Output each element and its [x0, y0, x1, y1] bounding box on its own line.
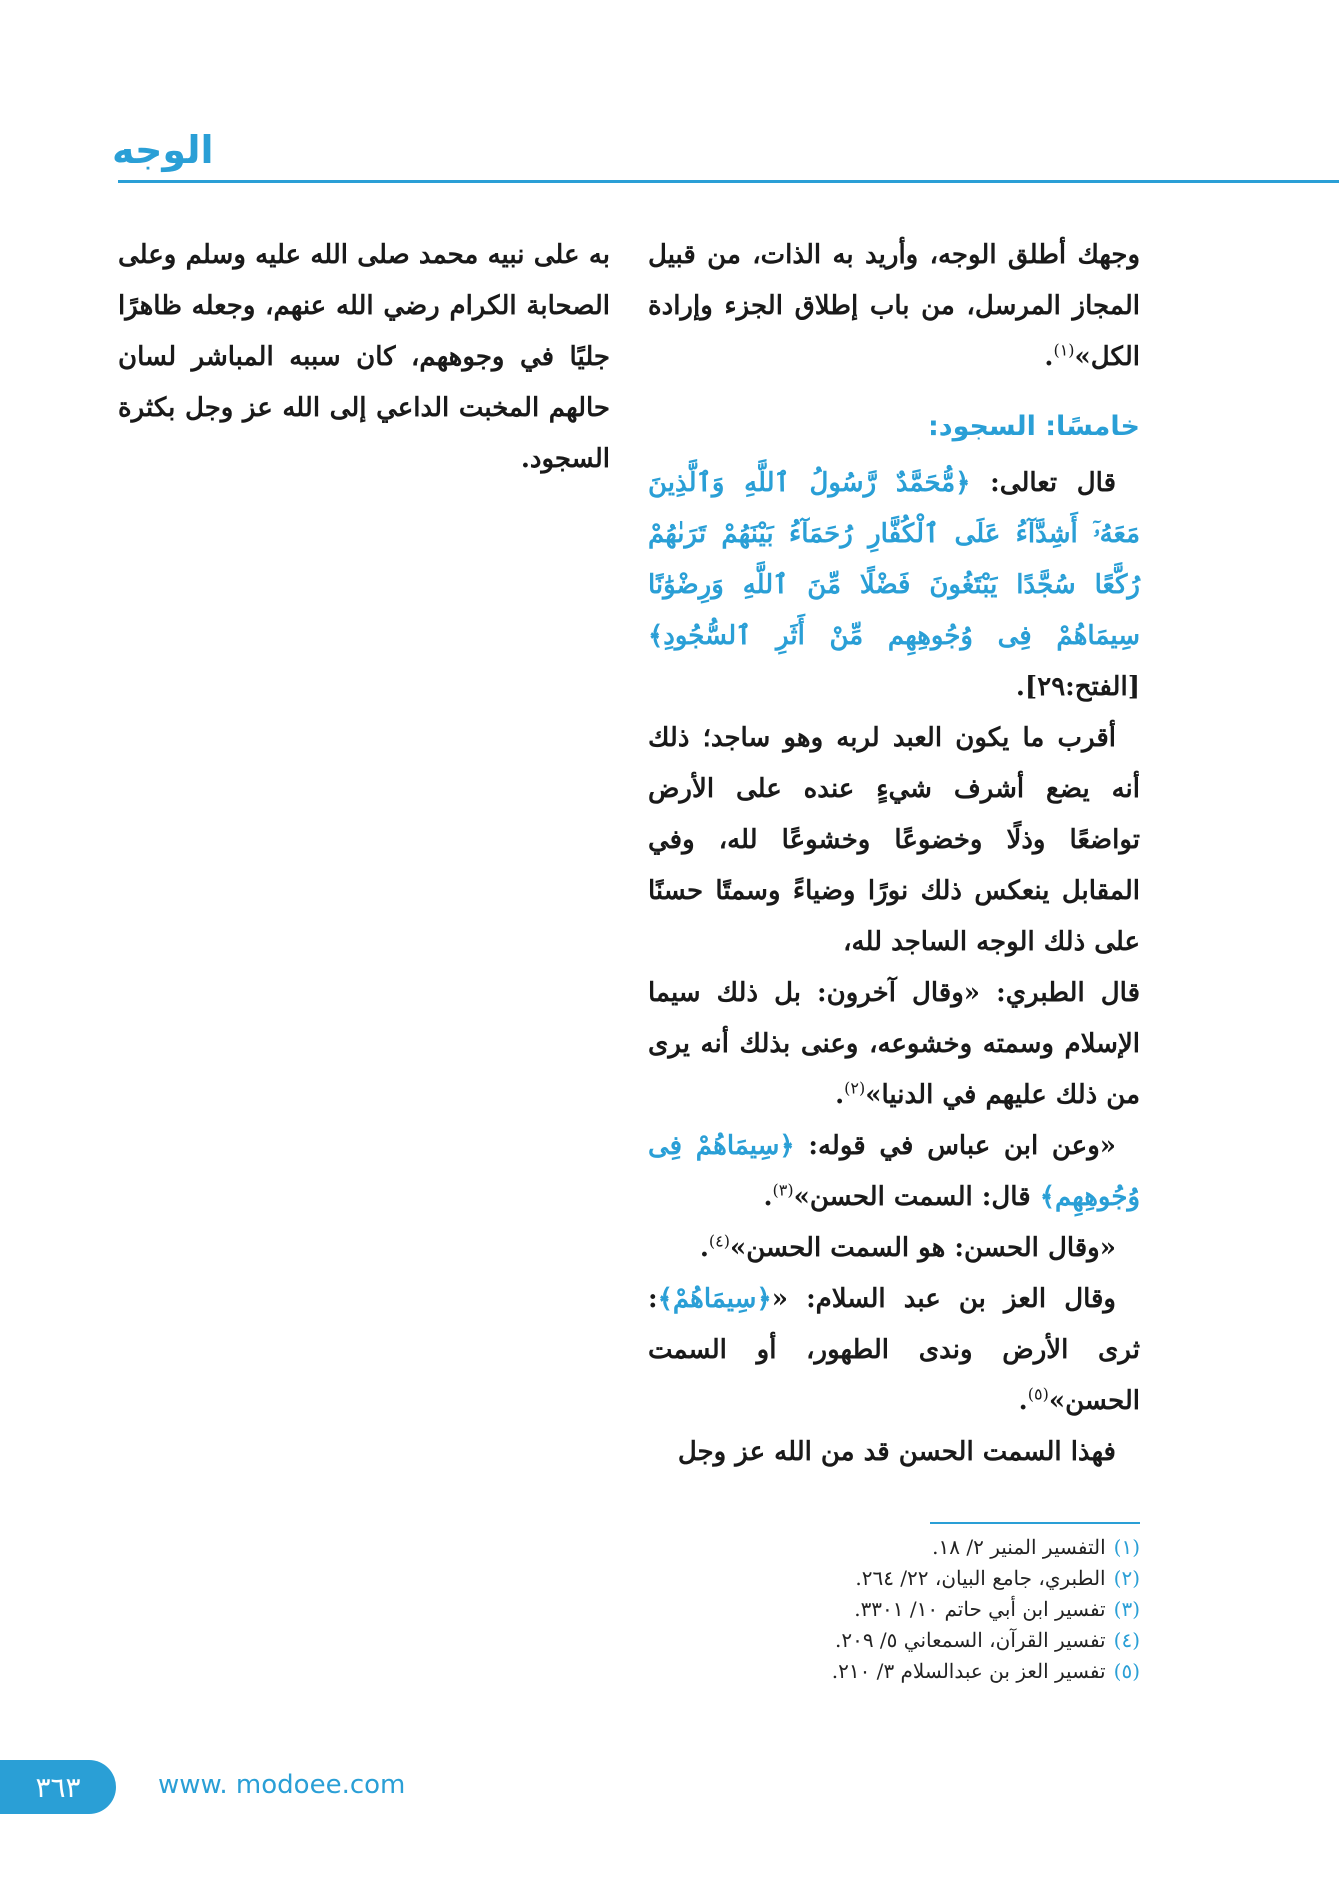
quran-citation: [الفتح:٢٩]. — [1015, 672, 1140, 702]
paragraph-6: وقال العز بن عبد السلام: «﴿سِيمَاهُمْ﴾: ثرى الأرض وندى الطهور، أو السمت الحسن»$^{(٥)}$. — [648, 1284, 1140, 1416]
paragraph-1: وجهك أطلق الوجه، وأريد به الذات، من قبيل المجاز المرسل، من باب إطلاق الجزء وإرادة الكل»$^{(١)}$. — [648, 240, 1140, 372]
quran-verse-block — [648, 458, 1140, 713]
quran-verse: ﴿مُّحَمَّدٌ رَّسُولُ ٱللَّهِ وَٱلَّذِينَ مَعَهُۥٓ أَشِدَّآءُ عَلَى ٱلْكُفَّارِ رُحَمَآءُ بَيْنَهُمْ تَرَىٰهُمْ رُكَّعًا سُجَّدًا يَبْتَغُونَ فَضْلًا مِّنَ ٱللَّهِ وَرِضْوَٰنًا سِيمَاهُمْ فِى وُجُوهِهِم مِّنْ أَثَرِ ٱلسُّجُودِ﴾ — [648, 468, 1140, 651]
paragraph-3: قال الطبري: «وقال آخرون: بل ذلك سيما الإسلام وسمته وخشوعه، وعنى بذلك أنه يرى من ذلك عليهم في الدنيا»$^{(٢)}$. — [648, 978, 1140, 1110]
left-column — [118, 230, 610, 485]
page-number-badge: ٣٦٣ — [0, 1760, 116, 1814]
footnote-item: (٢)الطبري، جامع البيان، ٢٢/ ٢٦٤. — [855, 1566, 1140, 1590]
quran-inline-1: ﴿سِيمَاهُمْ فِى وُجُوهِهِم﴾ — [648, 1131, 1140, 1212]
footnotes-list — [648, 1532, 1140, 1687]
left-paragraph-1: به على نبيه محمد صلى الله عليه وسلم وعلى الصحابة الكرام رضي الله عنهم، وجعله ظاهرًا جليًا في وجوههم، كان سببه المباشر لسان حالهم المخبت الداعي إلى الله عز وجل بكثرة السجود. — [118, 240, 610, 474]
footnote-item: (٤)تفسير القرآن، السمعاني ٥/ ٢٠٩. — [834, 1628, 1140, 1652]
header-title: الوجه — [112, 128, 214, 172]
footnote-ref-1[interactable]: (١) — [1053, 340, 1075, 360]
quran-inline-2: ﴿سِيمَاهُمْ﴾ — [657, 1284, 772, 1314]
paragraph-5: «وقال الحسن: هو السمت الحسن»$^{(٤)}$. — [699, 1231, 1116, 1263]
right-column — [648, 230, 1140, 1478]
footnote-ref-3[interactable]: (٣) — [772, 1180, 794, 1200]
site-url-link[interactable]: www. modoee.com — [158, 1770, 406, 1800]
footnote-ref-4[interactable]: (٤) — [708, 1231, 731, 1251]
footnote-ref-2[interactable]: (٢) — [844, 1078, 866, 1098]
paragraph-2: أقرب ما يكون العبد لربه وهو ساجد؛ ذلك أنه يضع أشرف شيءٍ عنده على الأرض تواضعًا وذلًا وخضوعًا وخشوعًا لله، وفي المقابل ينعكس ذلك نورًا وضياءً وسمتًا حسنًا على ذلك الوجه الساجد لله، — [648, 723, 1140, 957]
header-rule — [118, 180, 1339, 183]
footnote-divider — [930, 1522, 1140, 1524]
quran-intro: قال تعالى: — [990, 468, 1116, 498]
paragraph-4: «وعن ابن عباس في قوله: ﴿سِيمَاهُمْ فِى وُجُوهِهِم﴾ قال: السمت الحسن»$^{(٣)}$. — [648, 1131, 1140, 1212]
paragraph-7: فهذا السمت الحسن قد من الله عز وجل — [677, 1437, 1116, 1467]
footnote-ref-5[interactable]: (٥) — [1027, 1384, 1049, 1404]
footnote-item: (٥)تفسير العز بن عبدالسلام ٣/ ٢١٠. — [831, 1659, 1140, 1683]
footnote-item: (٣)تفسير ابن أبي حاتم ١٠/ ٣٣٠١. — [854, 1597, 1140, 1621]
footnote-item: (١)التفسير المنير ٢/ ١٨. — [932, 1535, 1140, 1559]
section-heading: خامسًا: السجود: — [927, 411, 1140, 442]
